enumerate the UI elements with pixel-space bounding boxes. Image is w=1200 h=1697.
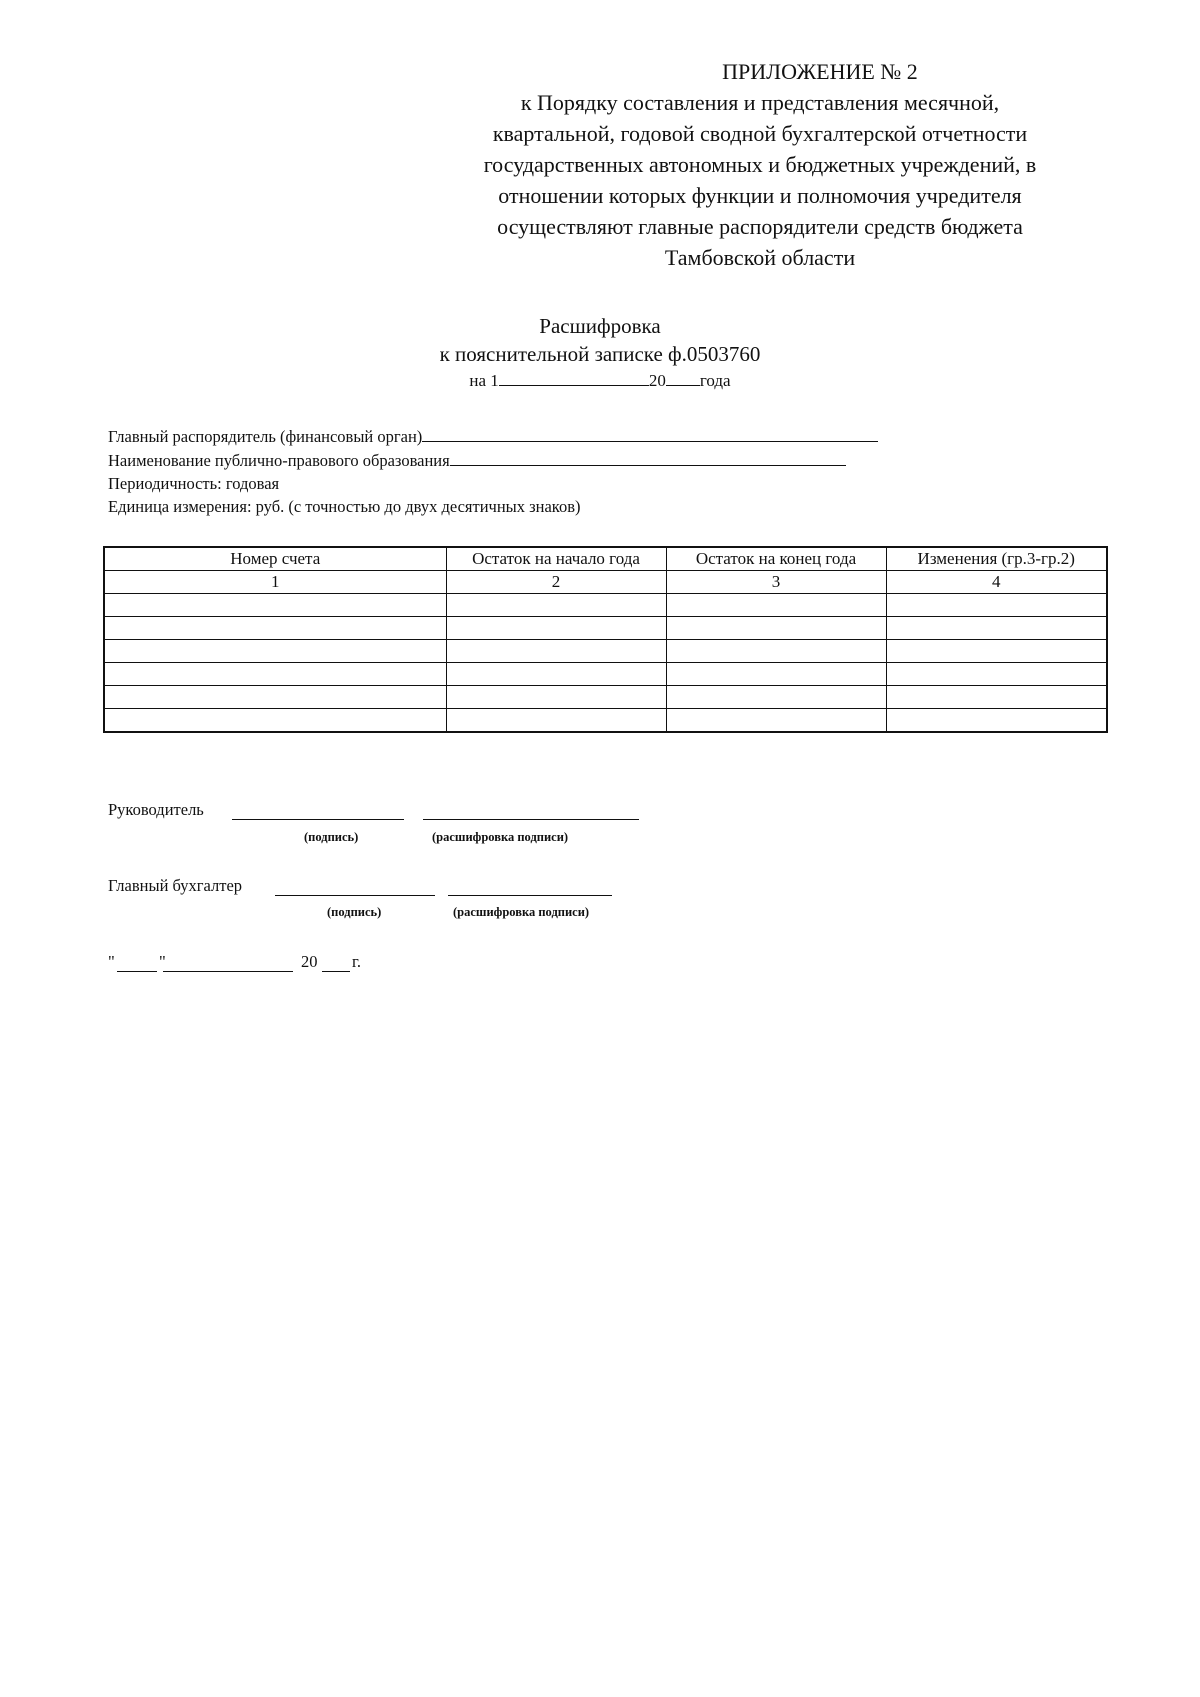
table-cell[interactable] xyxy=(104,594,446,617)
table-cell[interactable] xyxy=(886,594,1107,617)
report-date-line xyxy=(280,368,920,392)
head-decoding-note: (расшифровка подписи) xyxy=(432,830,569,844)
main-manager-row xyxy=(108,424,1008,448)
column-number: 2 xyxy=(446,571,666,594)
sign-date-year-prefix: 20 xyxy=(301,952,318,971)
table-cell[interactable] xyxy=(886,640,1107,663)
document-title: Расшифровка xyxy=(539,314,661,338)
table-cell[interactable] xyxy=(446,686,666,709)
report-meta xyxy=(108,424,1008,518)
main-manager-blank[interactable] xyxy=(422,424,878,442)
entity-name-row xyxy=(108,448,1008,472)
sign-date-quote-close: " xyxy=(159,952,166,971)
table-cell[interactable] xyxy=(666,640,886,663)
table-cell[interactable] xyxy=(446,594,666,617)
table-body xyxy=(104,594,1107,733)
chief-accountant-decoding-note: (расшифровка подписи) xyxy=(453,905,590,919)
table-cell[interactable] xyxy=(886,709,1107,733)
table-cell[interactable] xyxy=(446,640,666,663)
table-row xyxy=(104,617,1107,640)
column-number: 3 xyxy=(666,571,886,594)
chief-accountant-signature-line[interactable] xyxy=(275,895,435,896)
column-number: 4 xyxy=(886,571,1107,594)
document-heading xyxy=(280,312,920,392)
table-cell[interactable] xyxy=(886,686,1107,709)
periodicity: Периодичность: годовая xyxy=(108,474,280,493)
table-cell[interactable] xyxy=(446,617,666,640)
entity-name-blank[interactable] xyxy=(450,448,846,466)
sign-date-day-line[interactable] xyxy=(117,971,157,972)
table-cell[interactable] xyxy=(666,594,886,617)
sign-date-year-line[interactable] xyxy=(322,971,350,972)
table-cell[interactable] xyxy=(666,709,886,733)
head-decoding-line[interactable] xyxy=(423,819,639,820)
appendix-line: квартальной, годовой сводной бухгалтерской отчетности xyxy=(492,121,1028,146)
appendix-title: ПРИЛОЖЕНИЕ № 2 xyxy=(722,59,918,84)
head-signature-line[interactable] xyxy=(232,819,404,820)
head-signature-note: (подпись) xyxy=(304,830,359,844)
table-row xyxy=(104,594,1107,617)
column-header-account: Номер счета xyxy=(104,547,446,571)
table-number-row xyxy=(104,571,1107,594)
sign-date-year-suffix: г. xyxy=(352,952,362,971)
table-row xyxy=(104,686,1107,709)
column-header-start-balance: Остаток на начало года xyxy=(446,547,666,571)
table-cell[interactable] xyxy=(104,709,446,733)
appendix-line: отношении которых функции и полномочия учредителя xyxy=(498,183,1022,208)
table-row xyxy=(104,663,1107,686)
table-cell[interactable] xyxy=(104,617,446,640)
appendix-line: осуществляют главные распорядители средств бюджета xyxy=(497,214,1023,239)
table-cell[interactable] xyxy=(886,663,1107,686)
appendix-line: к Порядку составления и представления месячной, xyxy=(520,90,1000,115)
date-suffix: года xyxy=(699,371,731,390)
table-cell[interactable] xyxy=(666,663,886,686)
accounts-table xyxy=(103,546,1108,733)
document-subtitle: к пояснительной записке ф.0503760 xyxy=(439,342,761,366)
sign-date-month-line[interactable] xyxy=(163,971,293,972)
appendix-line: Тамбовской области xyxy=(664,245,856,270)
table-row xyxy=(104,640,1107,663)
main-manager-label: Главный распорядитель (финансовый орган) xyxy=(108,427,423,446)
unit-of-measure: Единица измерения: руб. (с точностью до двух десятичных знаков) xyxy=(108,497,581,516)
appendix-line: государственных автономных и бюджетных учреждений, в xyxy=(483,152,1037,177)
table-row xyxy=(104,709,1107,733)
table-header-row xyxy=(104,547,1107,571)
date-year: 20 xyxy=(648,371,666,390)
date-day-month-blank[interactable] xyxy=(499,368,649,386)
head-label: Руководитель xyxy=(108,800,204,819)
date-prefix: на 1 xyxy=(469,371,499,390)
table-cell[interactable] xyxy=(104,663,446,686)
chief-accountant-decoding-line[interactable] xyxy=(448,895,612,896)
table-cell[interactable] xyxy=(446,663,666,686)
date-year-blank[interactable] xyxy=(666,368,700,386)
table-cell[interactable] xyxy=(666,686,886,709)
chief-accountant-label: Главный бухгалтер xyxy=(108,876,243,895)
column-header-end-balance: Остаток на конец года xyxy=(666,547,886,571)
chief-accountant-signature-note: (подпись) xyxy=(327,905,382,919)
column-header-change: Изменения (гр.3-гр.2) xyxy=(886,547,1107,571)
table-cell[interactable] xyxy=(446,709,666,733)
entity-name-label: Наименование публично-правового образования xyxy=(108,451,450,470)
table-cell[interactable] xyxy=(104,640,446,663)
table-cell[interactable] xyxy=(104,686,446,709)
table-cell[interactable] xyxy=(666,617,886,640)
column-number: 1 xyxy=(104,571,446,594)
sign-date-quote-open: " xyxy=(108,952,115,971)
table-cell[interactable] xyxy=(886,617,1107,640)
appendix-block xyxy=(440,56,1080,273)
